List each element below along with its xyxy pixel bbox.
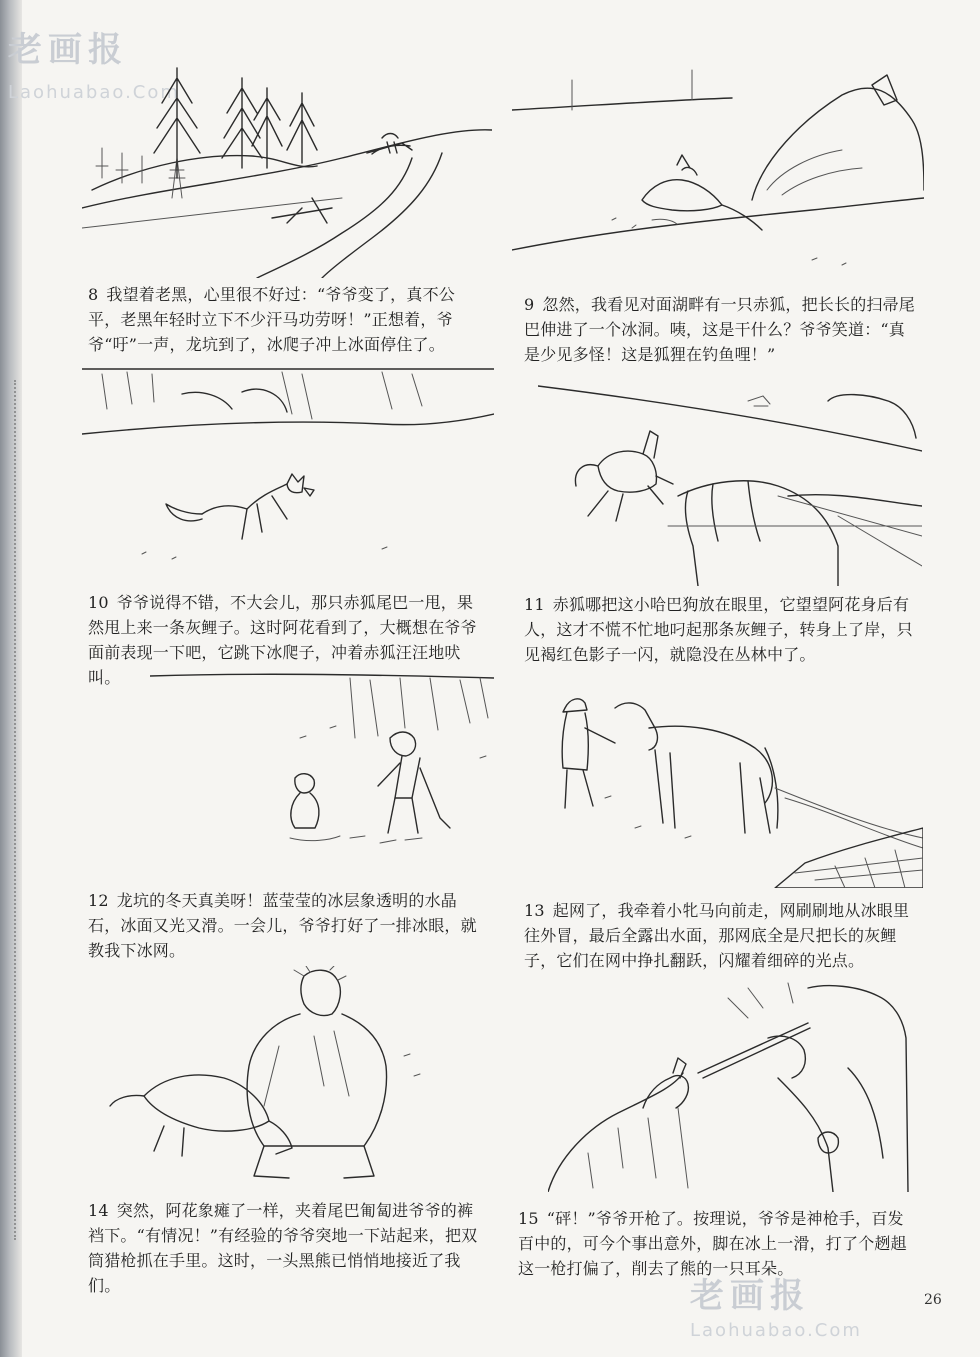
page-number: 26 [924,1292,942,1308]
illustration-panel-11 [538,376,922,586]
caption-8-text: 我望着老黑，心里很不好过：“爷爷变了，真不公平，老黑年轻时立下不少汗马功劳呀！”正想着，爷爷“吁”一声，龙坑到了，冰爬子冲上冰面停住了。 [88,285,455,354]
caption-11-number: 11 [524,595,545,614]
caption-13 [524,898,920,973]
caption-10-text: 爷爷说得不错，不大会儿，那只赤狐尾巴一甩，果然甩上来一条灰鲤子。这时阿花看到了，大概想在爷爷面前表现一下吧，它跳下冰爬子，冲着赤狐汪汪地吠叫。 [88,593,477,687]
illustration-panel-9 [512,60,924,282]
watermark-url-top: Laohuabao.Com [8,82,180,103]
caption-14-text: 突然，阿花象瘫了一样，夹着尾巴匍匐进爷爷的裤裆下。“有情况！”有经验的爷爷突地一下站起来，把双筒猎枪抓在手里。这时，一头黑熊已悄悄地接近了我们。 [88,1201,478,1295]
caption-11-text: 赤狐哪把这小哈巴狗放在眼里，它望望阿花身后有人，这才不慌不忙地叼起那条灰鲤子，转身上了岸，只见褐红色影子一闪，就隐没在丛林中了。 [524,595,913,664]
caption-10-number: 10 [88,593,109,612]
watermark-url-bottom: Laohuabao.Com [690,1320,862,1341]
illustration-panel-8 [82,58,492,278]
caption-12-number: 12 [88,891,109,910]
caption-14-number: 14 [88,1201,109,1220]
caption-15-number: 15 [518,1209,539,1228]
caption-9-text: 忽然，我看见对面湖畔有一只赤狐，把长长的扫帚尾巴伸进了一个冰洞。咦，这是干什么？爷爷笑道：“真是少见多怪！这是狐狸在钓鱼哩！” [524,295,915,364]
illustration-panel-13 [545,688,923,888]
caption-15-text: “砰！”爷爷开枪了。按理说，爷爷是神枪手，百发百中的，可今个事出意外，脚在冰上一滑，打了个趔趄这一枪打偏了，削去了熊的一只耳朵。 [518,1209,907,1278]
illustration-panel-10 [82,364,494,584]
caption-9-number: 9 [524,295,535,314]
illustration-panel-14 [104,966,440,1192]
binding-stitches [14,380,22,1240]
caption-12-text: 龙坑的冬天真美呀！蓝莹莹的冰层象透明的水晶石，冰面又光又滑。一会儿，爷爷打好了一排冰眼，就教我下冰网。 [88,891,477,960]
illustration-panel-15 [548,978,920,1192]
caption-8 [88,282,486,357]
illustration-panel-12 [150,668,494,878]
caption-14 [88,1198,488,1298]
watermark-logo-top: 老画报 [8,30,128,70]
caption-13-number: 13 [524,901,545,920]
caption-9 [524,292,920,367]
caption-8-number: 8 [88,285,99,304]
watermark-logo-bottom: 老画报 [690,1276,810,1316]
caption-13-text: 起网了，我牵着小牝马向前走，网刷刷地从冰眼里往外冒，最后全露出水面，那网底全是尺把长的灰鲤子，它们在网中挣扎翻跃，闪耀着细碎的光点。 [524,901,910,970]
caption-12 [88,888,486,963]
caption-11 [524,592,920,667]
